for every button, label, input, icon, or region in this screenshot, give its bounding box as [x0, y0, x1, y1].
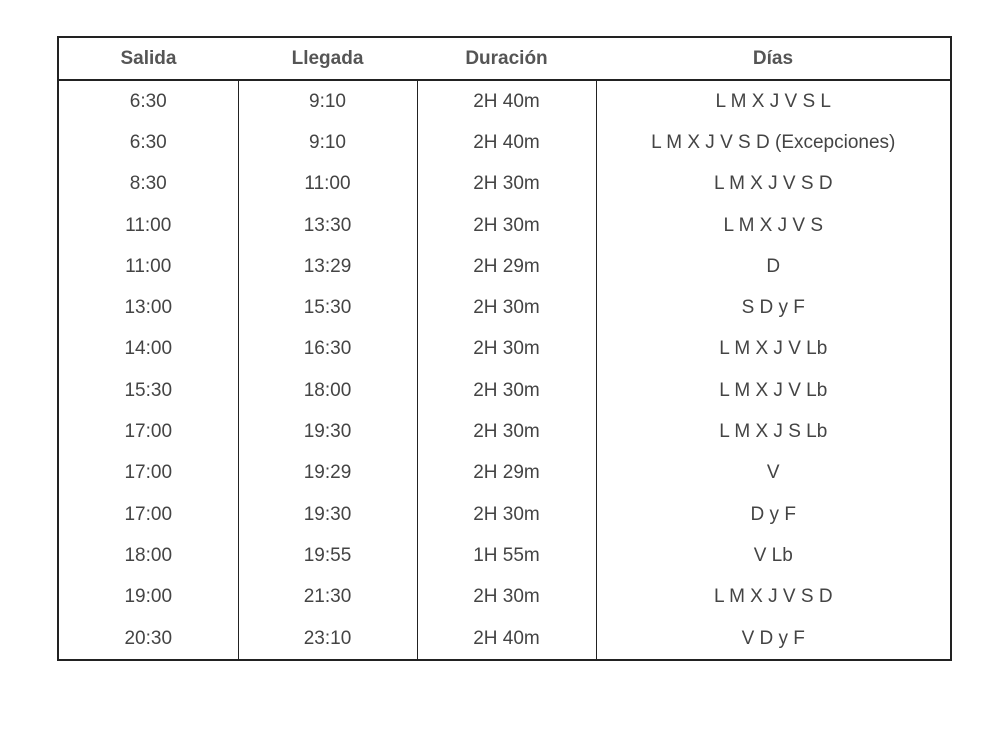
cell-dias: V — [596, 453, 951, 494]
cell-salida: 18:00 — [58, 535, 238, 576]
cell-dias: V D y F — [596, 618, 951, 660]
table-row — [58, 205, 951, 246]
table-row — [58, 618, 951, 660]
cell-duracion: 2H 30m — [417, 287, 596, 328]
cell-duracion: 2H 40m — [417, 618, 596, 660]
cell-llegada: 15:30 — [238, 287, 417, 328]
cell-llegada: 18:00 — [238, 370, 417, 411]
header-llegada: Llegada — [238, 37, 417, 80]
cell-llegada: 9:10 — [238, 122, 417, 163]
cell-llegada: 13:30 — [238, 205, 417, 246]
cell-salida: 11:00 — [58, 246, 238, 287]
cell-salida: 6:30 — [58, 122, 238, 163]
cell-duracion: 2H 30m — [417, 494, 596, 535]
cell-llegada: 21:30 — [238, 577, 417, 618]
table-row — [58, 370, 951, 411]
cell-dias: D y F — [596, 494, 951, 535]
cell-llegada: 13:29 — [238, 246, 417, 287]
cell-duracion: 2H 40m — [417, 122, 596, 163]
cell-llegada: 19:30 — [238, 494, 417, 535]
table-body — [58, 80, 951, 660]
table-header — [58, 37, 951, 80]
cell-salida: 11:00 — [58, 205, 238, 246]
table-row — [58, 535, 951, 576]
cell-dias: D — [596, 246, 951, 287]
cell-salida: 15:30 — [58, 370, 238, 411]
cell-duracion: 2H 30m — [417, 164, 596, 205]
table-row — [58, 287, 951, 328]
cell-duracion: 2H 30m — [417, 370, 596, 411]
cell-dias: L M X J S Lb — [596, 411, 951, 452]
cell-llegada: 19:55 — [238, 535, 417, 576]
cell-llegada: 19:29 — [238, 453, 417, 494]
cell-salida: 19:00 — [58, 577, 238, 618]
cell-dias: S D y F — [596, 287, 951, 328]
table-row — [58, 411, 951, 452]
cell-duracion: 2H 30m — [417, 577, 596, 618]
table-row — [58, 329, 951, 370]
cell-salida: 20:30 — [58, 618, 238, 660]
table-row — [58, 494, 951, 535]
table-row — [58, 453, 951, 494]
cell-duracion: 2H 30m — [417, 205, 596, 246]
cell-salida: 17:00 — [58, 411, 238, 452]
cell-salida: 14:00 — [58, 329, 238, 370]
table-row — [58, 246, 951, 287]
header-salida: Salida — [58, 37, 238, 80]
cell-llegada: 19:30 — [238, 411, 417, 452]
cell-salida: 6:30 — [58, 80, 238, 122]
table-row — [58, 577, 951, 618]
header-duracion: Duración — [417, 37, 596, 80]
cell-duracion: 2H 29m — [417, 453, 596, 494]
cell-dias: V Lb — [596, 535, 951, 576]
cell-llegada: 9:10 — [238, 80, 417, 122]
cell-salida: 17:00 — [58, 453, 238, 494]
cell-duracion: 2H 40m — [417, 80, 596, 122]
header-row — [58, 37, 951, 80]
cell-dias: L M X J V S L — [596, 80, 951, 122]
cell-llegada: 11:00 — [238, 164, 417, 205]
cell-duracion: 2H 30m — [417, 411, 596, 452]
cell-salida: 8:30 — [58, 164, 238, 205]
cell-duracion: 2H 29m — [417, 246, 596, 287]
cell-llegada: 16:30 — [238, 329, 417, 370]
cell-salida: 17:00 — [58, 494, 238, 535]
cell-dias: L M X J V Lb — [596, 329, 951, 370]
cell-dias: L M X J V S — [596, 205, 951, 246]
cell-dias: L M X J V Lb — [596, 370, 951, 411]
table-row — [58, 122, 951, 163]
cell-dias: L M X J V S D (Excepciones) — [596, 122, 951, 163]
table-row — [58, 80, 951, 122]
cell-dias: L M X J V S D — [596, 577, 951, 618]
table-row — [58, 164, 951, 205]
cell-dias: L M X J V S D — [596, 164, 951, 205]
header-dias: Días — [596, 37, 951, 80]
cell-duracion: 1H 55m — [417, 535, 596, 576]
cell-llegada: 23:10 — [238, 618, 417, 660]
cell-salida: 13:00 — [58, 287, 238, 328]
schedule-table — [57, 36, 952, 661]
cell-duracion: 2H 30m — [417, 329, 596, 370]
